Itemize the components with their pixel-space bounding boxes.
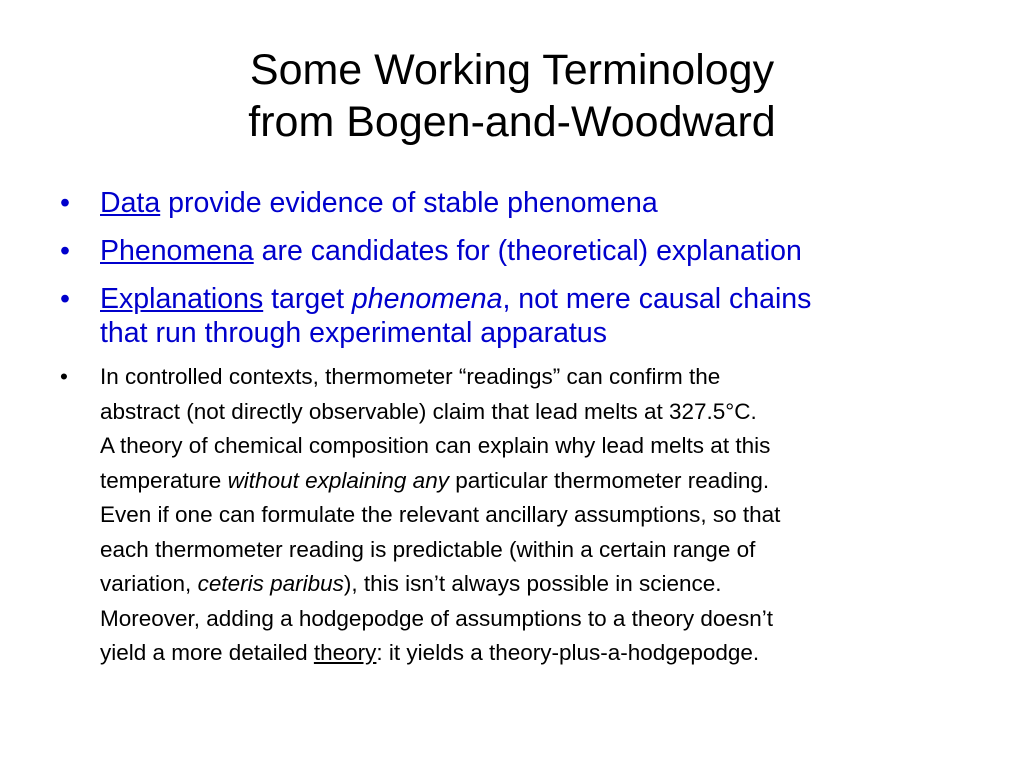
term-data: Data: [100, 187, 161, 219]
bullet-explanations: [58, 282, 988, 350]
bullet-text: provide evidence of stable phenomena: [160, 187, 658, 219]
bullet-dot-icon: •: [60, 187, 70, 219]
paragraph-line: In controlled contexts, thermometer “readings” can confirm the: [100, 364, 721, 389]
italic-phenomena: phenomena: [351, 283, 503, 315]
paragraph-line: [100, 567, 988, 602]
title-line-2: from Bogen-and-Woodward: [248, 98, 776, 146]
paragraph-line: each thermometer reading is predictable (within a certain range of: [100, 536, 756, 562]
bullet-text: , not mere causal chains: [502, 283, 812, 315]
text-run: ), this isn’t always possible in science.: [343, 571, 722, 596]
bullet-thermometer-example: [58, 360, 988, 671]
bullet-text: are candidates for (theoretical) explanation: [253, 235, 802, 267]
term-phenomena: Phenomena: [100, 235, 254, 267]
text-run: : it yields a theory-plus-a-hodgepodge.: [376, 640, 760, 665]
paragraph-line: [100, 464, 988, 499]
italic-run: without explaining any: [227, 467, 449, 493]
paragraph-line: abstract (not directly observable) claim that lead melts at 327.5°C.: [100, 398, 757, 424]
bullet-text: target: [263, 283, 352, 315]
paragraph-line: [100, 636, 988, 671]
underlined-term-theory: theory: [313, 640, 377, 665]
text-run: particular thermometer reading.: [448, 467, 770, 493]
bullet-dot-icon: •: [60, 283, 70, 315]
paragraph-line: Moreover, adding a hodgepodge of assumptions to a theory doesn’t: [100, 605, 773, 631]
bullet-line: that run through experimental apparatus: [100, 317, 607, 349]
bullet-dot-icon: •: [60, 235, 70, 267]
text-run: yield a more detailed: [100, 640, 314, 665]
bullet-phenomena: [58, 234, 988, 268]
bullet-line: [100, 282, 988, 316]
text-run: variation,: [100, 571, 198, 596]
title-line-1: Some Working Terminology: [249, 46, 775, 94]
italic-run: ceteris paribus: [197, 571, 344, 596]
bullet-data: [58, 186, 988, 220]
term-explanations: Explanations: [100, 283, 264, 315]
bullet-list: [58, 186, 988, 671]
paragraph-line: A theory of chemical composition can explain why lead melts at this: [100, 433, 771, 458]
slide-title: [0, 44, 1024, 148]
bullet-dot-icon: •: [60, 364, 68, 389]
text-run: temperature: [100, 467, 228, 493]
paragraph-line: Even if one can formulate the relevant ancillary assumptions, so that: [100, 502, 781, 527]
